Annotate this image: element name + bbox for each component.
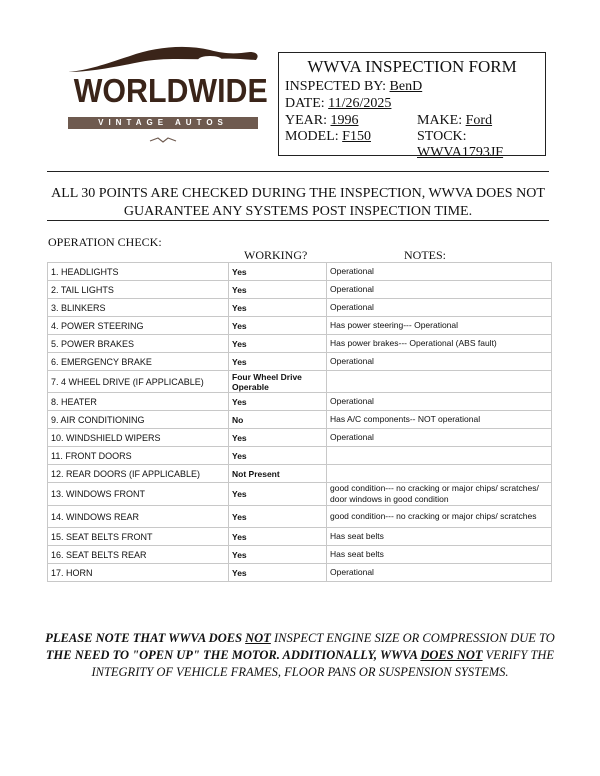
year-field [285,113,359,129]
notes-cell [327,371,552,393]
inspection-header-box [278,52,546,160]
notes-cell: Has seat belts [327,528,552,546]
item-cell: 7. 4 WHEEL DRIVE (IF APPLICABLE) [48,371,229,393]
stock-value: WWVA1793JF [417,145,504,160]
item-cell: 9. AIR CONDITIONING [48,411,229,429]
footer-line-1: PLEASE NOTE THAT WWVA DOES NOT INSPECT ENGINE SIZE OR COMPRESSION DUE TO [45,631,555,645]
notes-cell: Has seat belts [327,546,552,564]
working-cell: Yes [229,317,327,335]
table-row [48,465,552,483]
model-label: MODEL: [285,129,339,144]
make-field [417,113,492,129]
table-row [48,411,552,429]
working-cell: Yes [229,483,327,506]
table-row [48,371,552,393]
inspected-by-value: BenD [389,79,423,94]
date-field [285,96,391,112]
item-cell: 4. POWER STEERING [48,317,229,335]
item-cell: 6. EMERGENCY BRAKE [48,353,229,371]
table-row [48,353,552,371]
working-cell: Yes [229,353,327,371]
item-cell: 3. BLINKERS [48,299,229,317]
notes-cell: Operational [327,281,552,299]
notes-cell: Operational [327,263,552,281]
notes-cell: Operational [327,353,552,371]
working-cell: Yes [229,299,327,317]
item-cell: 5. POWER BRAKES [48,335,229,353]
working-cell: Yes [229,393,327,411]
table-row [48,335,552,353]
notes-column-header: NOTES: [404,248,446,262]
working-cell: Not Present [229,465,327,483]
operation-check-table [47,262,552,582]
item-cell: 15. SEAT BELTS FRONT [48,528,229,546]
table-row [48,506,552,528]
logo-tagline: VINTAGE AUTOS [98,118,228,127]
table-row [48,263,552,281]
notes-cell: Operational [327,393,552,411]
bottom-divider [47,220,549,221]
model-field [285,129,371,145]
stock-field [417,129,467,145]
table-row [48,299,552,317]
working-cell: Yes [229,506,327,528]
working-column-header: WORKING? [244,248,308,262]
table-row [48,447,552,465]
logo-ornament-icon [148,135,178,145]
table-row [48,281,552,299]
stock-label: STOCK: [417,129,467,144]
car-silhouette-icon [60,42,265,76]
table-row [48,317,552,335]
working-cell: Yes [229,447,327,465]
working-cell: Yes [229,528,327,546]
notes-cell: Has power brakes--- Operational (ABS fault) [327,335,552,353]
footer-line-3: INTEGRITY OF VEHICLE FRAMES, FLOOR PANS OR SUSPENSION SYSTEMS. [91,665,509,679]
working-cell: Yes [229,564,327,582]
notes-cell: Has power steering--- Operational [327,317,552,335]
disclaimer-line-2: GUARANTEE ANY SYSTEMS POST INSPECTION TIME. [123,204,473,219]
table-row [48,429,552,447]
working-cell: No [229,411,327,429]
footer-line-2: THE NEED TO "OPEN UP" THE MOTOR. ADDITIONALLY, WWVA DOES NOT VERIFY THE [45,648,555,662]
inspected-by-field [285,79,422,95]
year-value: 1996 [330,113,359,128]
working-cell: Yes [229,281,327,299]
date-label: DATE: [285,96,325,111]
item-cell: 12. REAR DOORS (IF APPLICABLE) [48,465,229,483]
notes-cell: good condition--- no cracking or major chips/ scratches/ door windows in good condition [327,483,552,506]
item-cell: 11. FRONT DOORS [48,447,229,465]
table-row [48,528,552,546]
footer-note [40,630,560,681]
working-cell: Four Wheel Drive Operable [229,371,327,393]
disclaimer-line-1: ALL 30 POINTS ARE CHECKED DURING THE INSPECTION, WWVA DOES NOT [51,186,545,201]
inspected-by-label: INSPECTED BY: [285,79,387,94]
notes-cell: Operational [327,564,552,582]
item-cell: 10. WINDSHIELD WIPERS [48,429,229,447]
logo-tagline-band [68,117,258,129]
notes-cell: good condition--- no cracking or major chips/ scratches [327,506,552,528]
logo-wordmark: WORLDWIDE [73,72,268,109]
year-label: YEAR: [285,113,327,128]
table-row [48,483,552,506]
item-cell: 17. HORN [48,564,229,582]
notes-cell [327,465,552,483]
operation-check-title: OPERATION CHECK: [48,235,162,249]
notes-cell: Operational [327,429,552,447]
working-cell: Yes [229,546,327,564]
table-row [48,564,552,582]
date-value: 11/26/2025 [328,96,392,111]
table-row [48,393,552,411]
inspection-disclaimer [47,185,549,221]
table-row [48,546,552,564]
top-divider [47,171,549,172]
company-logo [60,42,268,160]
notes-cell: Operational [327,299,552,317]
working-cell: Yes [229,263,327,281]
item-cell: 13. WINDOWS FRONT [48,483,229,506]
working-cell: Yes [229,429,327,447]
working-cell: Yes [229,335,327,353]
make-value: Ford [465,113,493,128]
notes-cell [327,447,552,465]
notes-cell: Has A/C components-- NOT operational [327,411,552,429]
item-cell: 8. HEATER [48,393,229,411]
stock-value-field [417,145,503,161]
item-cell: 2. TAIL LIGHTS [48,281,229,299]
item-cell: 14. WINDOWS REAR [48,506,229,528]
make-label: MAKE: [417,113,463,128]
model-value: F150 [342,129,371,144]
item-cell: 16. SEAT BELTS REAR [48,546,229,564]
item-cell: 1. HEADLIGHTS [48,263,229,281]
form-title: WWVA INSPECTION FORM [307,57,517,76]
